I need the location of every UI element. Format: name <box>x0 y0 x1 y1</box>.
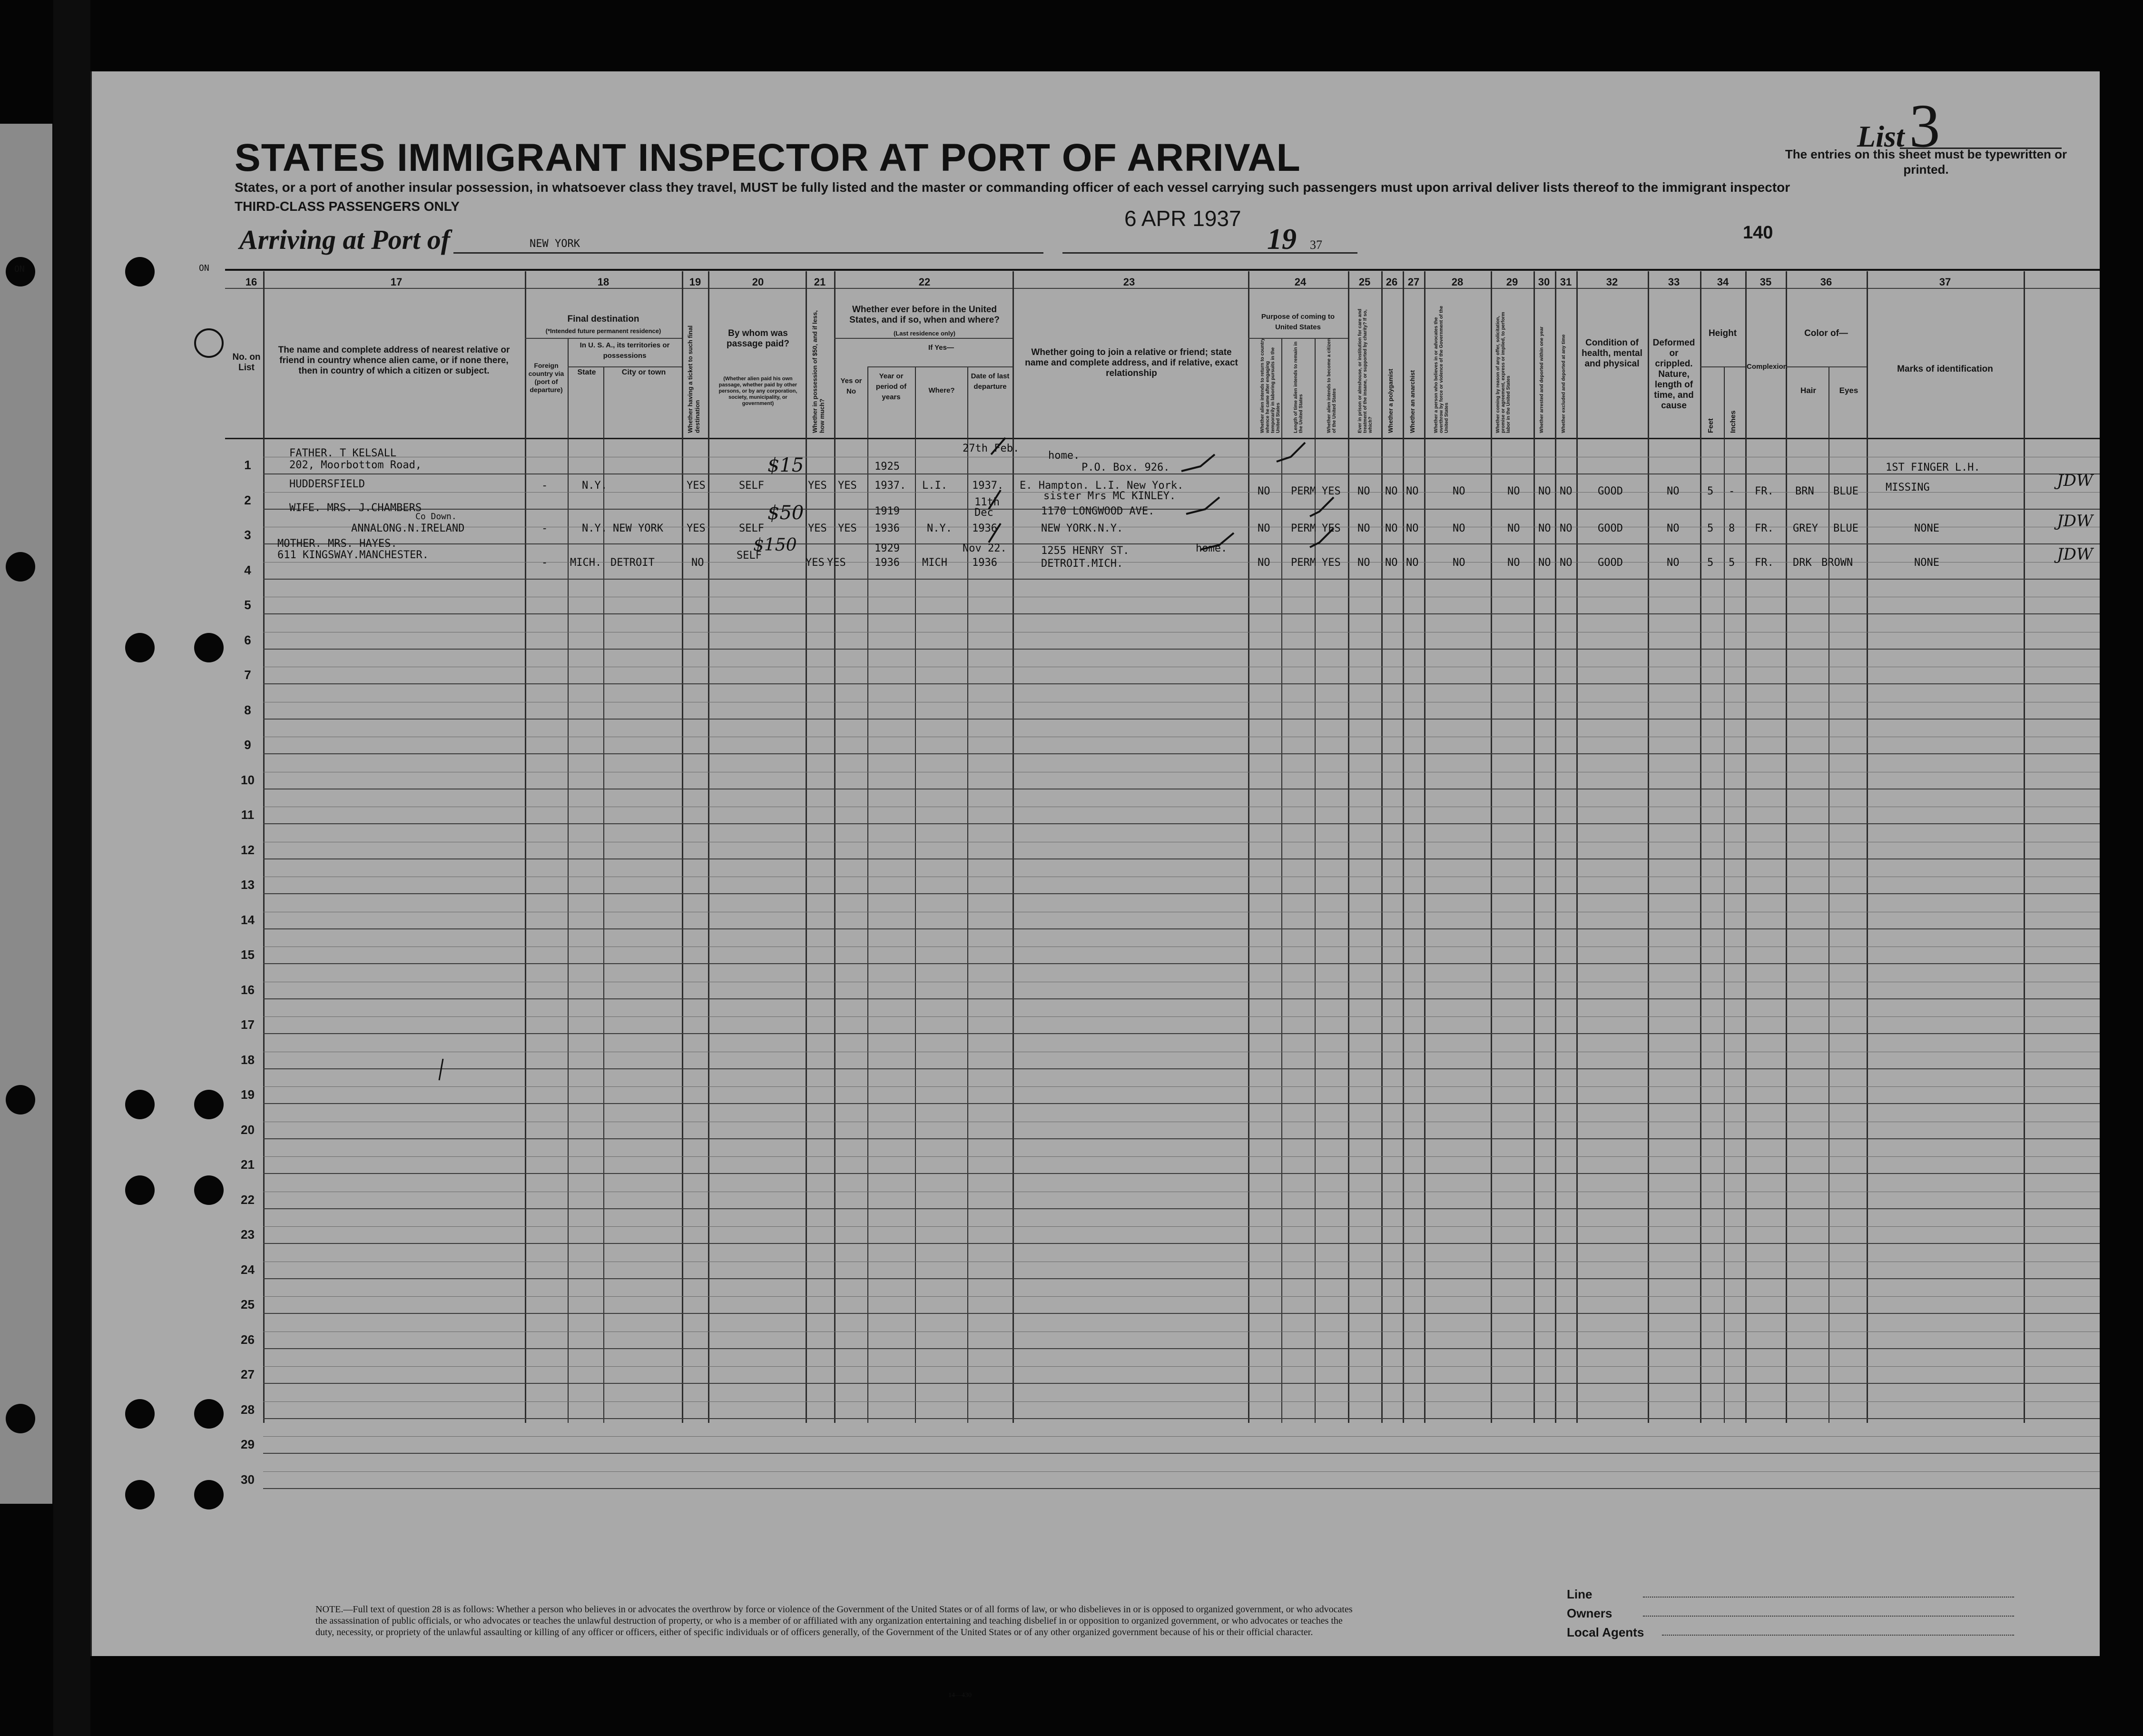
column-number: 28 <box>1451 276 1464 288</box>
state-value: N.Y. <box>582 480 607 492</box>
column-number: 29 <box>1506 276 1518 288</box>
column-number: 19 <box>689 276 701 288</box>
period-start: 1929 <box>875 542 900 554</box>
header-state: State <box>577 368 596 376</box>
line-label: Line <box>1567 1587 1593 1601</box>
check-marks <box>92 71 2100 1656</box>
column-number: 37 <box>1939 276 1951 288</box>
header-no-on-list: No. on List <box>232 352 261 373</box>
header-ever-before: Whether ever before in the United States, and if so, when and where? <box>849 305 1000 325</box>
row-number: 13 <box>241 878 255 892</box>
departure-year: 1937. <box>972 480 1004 492</box>
header-purpose-length: Length of time alien intends to remain in the United States <box>1293 341 1304 433</box>
relative-name: WIFE. MRS. J.CHAMBERS <box>289 502 422 514</box>
where-value: L.I. <box>922 480 947 492</box>
header-anarchist: Whether an anarchist <box>1409 370 1416 433</box>
deformed-value: NO <box>1667 485 1680 497</box>
column-number: 23 <box>1123 276 1135 288</box>
side-label-on: ON <box>199 263 209 273</box>
header-inches: Inches <box>1729 410 1737 433</box>
entries-note: The entries on this sheet must be typewritten or printed. <box>1785 147 2067 177</box>
foreign-country-value: - <box>541 557 548 569</box>
eyes-value: BLUE <box>1833 485 1858 497</box>
row-number: 23 <box>241 1227 255 1242</box>
row-number: 24 <box>241 1262 255 1277</box>
city-value: DETROIT <box>610 557 655 569</box>
left-binding-strip <box>0 124 52 1504</box>
polygamist-value: NO <box>1385 557 1398 569</box>
polygamist-value: NO <box>1385 523 1398 534</box>
column-number: 31 <box>1560 276 1572 288</box>
list-label: List <box>1857 119 1905 153</box>
prison-value: NO <box>1357 485 1370 497</box>
marks-line-2: MISSING <box>1886 482 1930 493</box>
q28-value: NO <box>1453 485 1465 497</box>
column-number: 34 <box>1717 276 1729 288</box>
join-line-4: sister Mrs MC KINLEY. <box>1043 490 1176 502</box>
height-inches-value: 8 <box>1729 523 1735 534</box>
row-number: 27 <box>241 1367 255 1381</box>
form-code: 14—430 <box>948 1692 972 1699</box>
hair-value: DRK <box>1793 557 1812 569</box>
relative-address: 202, Moorbottom Road, <box>289 459 422 471</box>
column-number: 25 <box>1358 276 1371 288</box>
binding-shadow <box>53 0 90 1736</box>
row-number: 4 <box>244 562 251 577</box>
anarchist-value: NO <box>1406 557 1419 569</box>
health-value: GOOD <box>1598 557 1623 569</box>
period-end: 1937. <box>875 480 906 492</box>
purpose-return-value: NO <box>1258 557 1270 569</box>
where-value: N.Y. <box>927 523 952 534</box>
column-number: 21 <box>814 276 826 288</box>
page-code: 140 <box>1743 223 1773 243</box>
complexion-value: FR. <box>1755 523 1774 534</box>
money-value: YES <box>806 557 825 569</box>
row-number: 5 <box>244 598 251 612</box>
purpose-citizen-value: YES <box>1322 557 1341 569</box>
relative-city: HUDDERSFIELD <box>289 478 365 490</box>
row-number: 29 <box>241 1437 255 1451</box>
column-number: 18 <box>597 276 609 288</box>
q31-value: NO <box>1560 557 1573 569</box>
before-yes-value: YES <box>838 480 857 492</box>
footnote-q28: NOTE.—Full text of question 28 is as follows: Whether a person who believes in or advocates the overthrow by force or violence of the Government of the United States or of all forms of law, or who disbelieves in or is opposed to organized government, or who advocates the assassination of public officials, or who advocates or teaches the unlawful destruction of property, or who is a member of or affiliated with any organization entertaining and teaching disbelief in or opposition to organized government, or who advocates or teaches the duty, necessity, or propriety of the unlawful assaulting or killing of any officer or officers, either of specific individuals or of officers generally, of the Government of the United States or of any other organized government because of his or their official character. <box>315 1604 1353 1637</box>
row-number: 9 <box>244 738 251 752</box>
list-number: 3 <box>1909 92 1940 160</box>
join-line-2: NEW YORK.N.Y. <box>1041 523 1123 534</box>
header-q30: Whether arrested and deported within one year <box>1539 326 1544 433</box>
join-line-2: P.O. Box. 926. <box>1081 462 1170 473</box>
state-value: N.Y. <box>582 523 607 534</box>
row-number: 11 <box>241 808 255 822</box>
header-complexion: Complexion <box>1747 363 1788 371</box>
row-number: 26 <box>241 1332 255 1347</box>
before-yes-value: YES <box>827 557 846 569</box>
header-marks: Marks of identification <box>1897 364 1993 374</box>
row-number: 15 <box>241 947 255 962</box>
row-number: 2 <box>244 493 251 507</box>
column-number: 22 <box>918 276 931 288</box>
owners-label: Owners <box>1567 1606 1612 1620</box>
local-agents-label: Local Agents <box>1567 1625 1644 1639</box>
header-q29: Whether coming by reason of any offer, solicitation, promise or agreement, express or implied, to perform labor in the United States <box>1495 312 1511 433</box>
row-number: 17 <box>241 1017 255 1032</box>
port-value: NEW YORK <box>530 238 580 250</box>
header-q31: Whether excluded and deported at any time <box>1561 334 1566 433</box>
header-final-destination-note: (*Intended future permanent residence) <box>545 327 661 335</box>
row-number: 19 <box>241 1087 255 1102</box>
header-hair: Hair <box>1800 386 1817 395</box>
relative-address: Co Down. <box>415 512 457 522</box>
handwritten-initials: JDW <box>2057 545 2093 564</box>
purpose-citizen-value: YES <box>1322 523 1341 534</box>
owners-field <box>1643 1616 2014 1617</box>
q31-value: NO <box>1560 485 1573 497</box>
city-value: NEW YORK <box>613 523 663 534</box>
departure-year: 1936 <box>972 523 997 534</box>
manifest-sheet <box>90 71 2100 1699</box>
q28-value: NO <box>1453 523 1465 534</box>
row-number: 16 <box>241 982 255 997</box>
header-by-whom: By whom was passage paid? <box>727 328 789 349</box>
handwritten-initials: JDW <box>2057 512 2093 531</box>
column-number: 27 <box>1407 276 1420 288</box>
purpose-length-value: PERM <box>1291 557 1316 569</box>
marks-line-1: 1ST FINGER L.H. <box>1886 462 1980 473</box>
header-in-usa: In U. S. A., its territories or possessions <box>580 341 670 360</box>
q29-value: NO <box>1507 523 1520 534</box>
local-agents-field <box>1662 1635 2014 1636</box>
q31-value: NO <box>1560 523 1573 534</box>
join-line-1: 1255 HENRY ST. <box>1041 545 1130 557</box>
q30-value: NO <box>1538 485 1551 497</box>
height-inches-value: 5 <box>1729 557 1735 569</box>
relative-address: 611 KINGSWAY.MANCHESTER. <box>277 549 429 561</box>
join-line-1b: home. <box>1196 542 1228 554</box>
row-number: 30 <box>241 1472 255 1487</box>
header-yes-no: Yes or No <box>840 377 862 395</box>
departure-date: Nov 22. <box>963 542 1007 554</box>
year-suffix: 37 <box>1310 238 1322 252</box>
ticket-value: NO <box>691 557 704 569</box>
line-field <box>1643 1597 2014 1598</box>
row-number: 12 <box>241 842 255 857</box>
money-value: YES <box>808 480 827 492</box>
header-deformed: Deformed or crippled. Nature, length of time, and cause <box>1652 338 1695 411</box>
handwritten-initials: JDW <box>2057 471 2093 490</box>
polygamist-value: NO <box>1385 485 1398 497</box>
header-period: Year or period of years <box>875 372 907 401</box>
anarchist-value: NO <box>1406 523 1419 534</box>
period-start: 1925 <box>875 461 900 473</box>
departure-date: 27th Feb. <box>963 443 1020 454</box>
height-feet-value: 5 <box>1707 485 1714 497</box>
eyes-value: BLUE <box>1833 523 1858 534</box>
header-purpose: Purpose of coming to United States <box>1261 313 1335 331</box>
column-number: 32 <box>1606 276 1618 288</box>
state-value: MICH. <box>570 557 602 569</box>
header-possession: Whether in possession of $50, and if less, how much? <box>811 310 826 433</box>
header-polygamist: Whether a polygamist <box>1387 368 1394 433</box>
ticket-value: YES <box>687 480 706 492</box>
period-end: 1936 <box>875 557 900 569</box>
header-feet: Feet <box>1707 418 1715 433</box>
column-number: 30 <box>1538 276 1550 288</box>
header-q28: Whether a person who believes in or advocates the overthrow by force or violence of the Government of the United States <box>1434 306 1449 433</box>
header-before-note: (Last residence only) <box>893 330 956 337</box>
where-value: MICH <box>922 557 947 569</box>
purpose-length-value: PERM <box>1291 485 1316 497</box>
header-prison: Ever in prison or almshouse, or institution for care and treatment of the insane, or supported by charity? If so, which? <box>1357 308 1373 433</box>
relative-name: MOTHER. MRS. HAYES. <box>277 538 397 550</box>
join-line-2: DETROIT.MICH. <box>1041 558 1123 570</box>
paid-by-value: SELF <box>739 480 764 492</box>
join-line-1: home. <box>1048 450 1080 462</box>
row-number: 22 <box>241 1192 255 1207</box>
header-by-whom-note: (Whether alien paid his own passage, whether paid by other persons, or by any corporation, society, municipality, or government) <box>718 376 797 406</box>
header-join-relative: Whether going to join a relative or friend; state name and complete address, and if relative, exact relationship <box>1025 347 1238 378</box>
deformed-value: NO <box>1667 523 1680 534</box>
row-number: 21 <box>241 1157 255 1172</box>
row-number: 28 <box>241 1402 255 1417</box>
header-relative: The name and complete address of nearest relative or friend in country whence alien came, or if none there, then in country of which a citizen or subject. <box>278 345 510 376</box>
handwritten-amount: $15 <box>767 454 804 476</box>
column-number: 16 <box>245 276 257 288</box>
q29-value: NO <box>1507 485 1520 497</box>
row-number: 18 <box>241 1052 255 1067</box>
row-number: 10 <box>241 772 255 787</box>
arriving-label: Arriving at Port of <box>239 224 451 255</box>
q29-value: NO <box>1507 557 1520 569</box>
header-where: Where? <box>928 386 955 395</box>
row-number: 8 <box>244 702 251 717</box>
header-color-of: Color of— <box>1804 328 1848 338</box>
header-last-departure: Date of last departure <box>971 372 1010 391</box>
binding-hole <box>6 1404 35 1433</box>
deformed-value: NO <box>1667 557 1680 569</box>
header-purpose-return: Whether alien intends to return to country whence he came after engaging temporarily in laboring pursuits in the United States <box>1260 338 1281 433</box>
departure-year: 1936 <box>972 557 997 569</box>
period-end: 1936 <box>875 523 900 534</box>
q30-value: NO <box>1538 557 1551 569</box>
ticket-value: YES <box>687 523 706 534</box>
q30-value: NO <box>1538 523 1551 534</box>
header-city: City or town <box>621 368 666 376</box>
year-prefix: 19 <box>1267 223 1297 256</box>
binding-hole <box>6 1085 35 1115</box>
row-number: 1 <box>244 458 251 472</box>
row-number: 7 <box>244 668 251 682</box>
row-number: 6 <box>244 632 251 647</box>
column-number: 35 <box>1760 276 1772 288</box>
page-title: STATES IMMIGRANT INSPECTOR AT PORT OF ARRIVAL <box>235 136 1301 179</box>
class-line: THIRD-CLASS PASSENGERS ONLY <box>235 199 460 214</box>
q28-value: NO <box>1453 557 1465 569</box>
join-line-1: 1170 LONGWOOD AVE. <box>1041 505 1155 517</box>
header-foreign-country: Foreign country via (port of departure) <box>528 362 564 394</box>
header-eyes: Eyes <box>1839 386 1858 395</box>
row-number: 25 <box>241 1297 255 1312</box>
instruction-text: States, or a port of another insular possession, in whatsoever class they travel, MUST be fully listed and the master or commanding officer of each vessel carrying such passengers must upon arrival deliver lists thereof to the immigrant inspector <box>235 180 1790 195</box>
header-final-destination: Final destination <box>567 314 639 324</box>
prison-value: NO <box>1357 557 1370 569</box>
height-feet-value: 5 <box>1707 557 1714 569</box>
column-number: 36 <box>1820 276 1832 288</box>
marks-line-1: NONE <box>1914 523 1939 534</box>
column-number: 33 <box>1668 276 1680 288</box>
column-number: 17 <box>390 276 403 288</box>
join-line-3: E. Hampton. L.I. New York. <box>1020 480 1184 492</box>
binding-hole <box>6 552 35 582</box>
complexion-value: FR. <box>1755 485 1774 497</box>
eyes-value: BROWN <box>1821 557 1853 569</box>
before-yes-value: YES <box>838 523 857 534</box>
foreign-country-value: - <box>541 523 548 534</box>
side-label-on: ON <box>14 264 25 274</box>
handwritten-amount: $150 <box>753 535 797 555</box>
row-number: 3 <box>244 528 251 542</box>
header-ticket: Whether having a ticket to such final destination <box>687 325 701 433</box>
marks-line-1: NONE <box>1914 557 1939 569</box>
paid-by-value: SELF <box>739 523 764 534</box>
departure-date: 11th Dec <box>974 496 1000 519</box>
money-value: YES <box>808 523 827 534</box>
relative-city: ANNALONG.N.IRELAND <box>351 523 465 534</box>
relative-name: FATHER. T KELSALL <box>289 447 397 459</box>
header-condition: Condition of health, mental and physical <box>1582 338 1642 369</box>
column-number: 26 <box>1386 276 1398 288</box>
prison-value: NO <box>1357 523 1370 534</box>
paid-by-value: SELF <box>737 550 762 562</box>
height-feet-value: 5 <box>1707 523 1714 534</box>
health-value: GOOD <box>1598 485 1623 497</box>
header-purpose-citizen: Whether alien intends to become a citizen of the United States <box>1327 338 1337 433</box>
handwritten-amount: $50 <box>767 502 804 524</box>
column-number: 20 <box>752 276 764 288</box>
purpose-length-value: PERM <box>1291 523 1316 534</box>
foreign-country-value: - <box>541 480 548 492</box>
height-inches-value: - <box>1729 485 1735 497</box>
column-number: 24 <box>1294 276 1307 288</box>
complexion-value: FR. <box>1755 557 1774 569</box>
purpose-return-value: NO <box>1258 485 1270 497</box>
health-value: GOOD <box>1598 523 1623 534</box>
row-number: 20 <box>241 1122 255 1137</box>
hair-value: GREY <box>1793 523 1818 534</box>
purpose-return-value: NO <box>1258 523 1270 534</box>
header-if-yes: If Yes— <box>928 344 954 352</box>
anarchist-value: NO <box>1406 485 1419 497</box>
hair-value: BRN <box>1795 485 1814 497</box>
period-start: 1919 <box>875 505 900 517</box>
header-height: Height <box>1708 328 1737 338</box>
date-stamp: 6 APR 1937 <box>1124 206 1241 231</box>
purpose-citizen-value: YES <box>1322 485 1341 497</box>
row-number: 14 <box>241 912 255 927</box>
